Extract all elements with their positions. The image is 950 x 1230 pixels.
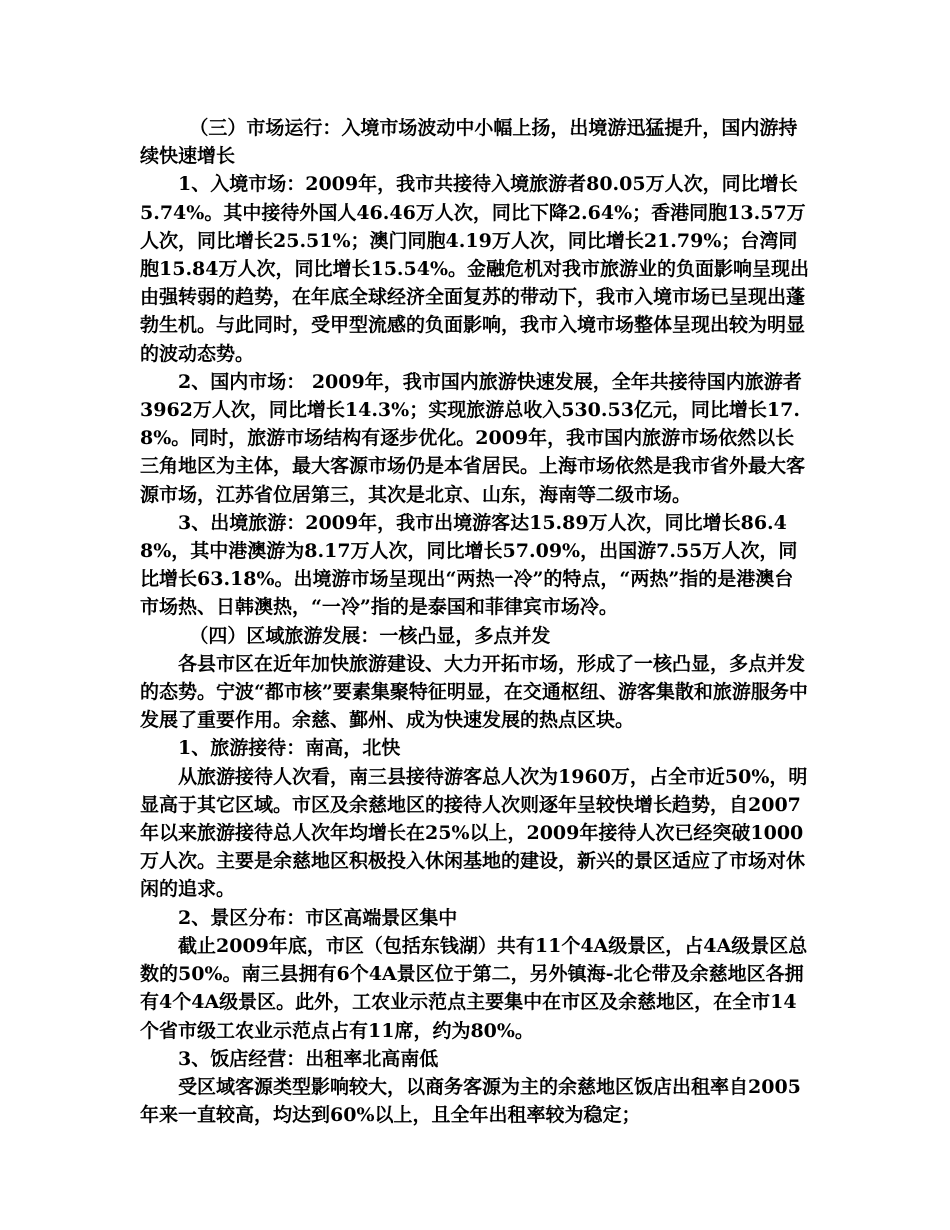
subheading-reception: 1、旅游接待：南高，北快 <box>178 737 401 760</box>
paragraph-scenic-areas: 截止2009年底，市区（包括东钱湖）共有11个4A级景区，占4A级景区总数的50%。南三县拥有6个4A景区位于第二，另外镇海-北仑带及余慈地区各拥有4个4A级景区。此外，工农业示范点主要集中在市区及余慈地区，在全市14个省市级工农业示范点占有11席，约为80%。 <box>140 934 808 1042</box>
paragraph-domestic-market: 2、国内市场： 2009年，我市国内旅游快速发展，全年共接待国内旅游者3962万人次，同比增长14.3%；实现旅游总收入530.53亿元，同比增长17.8%。同时，旅游市场结构有逐步优化。2009年，我市国内旅游市场依然以长三角地区为主体，最大客源市场仍是本省居民。上海市场依然是我市省外最大客源市场，江苏省位居第三，其次是北京、山东，海南等二级市场。 <box>140 370 806 506</box>
paragraph-outbound-travel: 3、出境旅游：2009年，我市出境游客达15.89万人次，同比增长86.48%，其中港澳游为8.17万人次，同比增长57.09%，出国游7.55万人次，同比增长63.18%。出境游市场呈现出“两热一冷”的特点，“两热”指的是港澳台市场热、日韩澳热，“一冷”指的是泰国和菲律宾市场冷。 <box>140 511 798 619</box>
paragraph-reception: 从旅游接待人次看，南三县接待游客总人次为1960万，占全市近50%，明显高于其它区域。市区及余慈地区的接待人次则逐年呈较快增长趋势，自2007年以来旅游接待总人次年均增长在25%以上，2009年接待人次已经突破1000万人次。主要是余慈地区积极投入休闲基地的建设，新兴的景区适应了市场对休闲的追求。 <box>140 765 808 901</box>
document-page <box>140 114 812 1129</box>
section-heading-regional: （四）区域旅游发展：一核凸显，多点并发 <box>189 624 551 647</box>
paragraph-hotels: 受区域客源类型影响较大，以商务客源为主的余慈地区饭店出租率自2005年来一直较高，均达到60%以上，且全年出租率较为稳定； <box>140 1075 801 1127</box>
subheading-scenic-areas: 2、景区分布：市区高端景区集中 <box>178 906 458 929</box>
subheading-hotels: 3、饭店经营：出租率北高南低 <box>178 1047 439 1070</box>
paragraph-inbound-market: 1、入境市场：2009年，我市共接待入境旅游者80.05万人次，同比增长5.74%。其中接待外国人46.46万人次，同比下降2.64%；香港同胞13.57万人次，同比增长25.51%；澳门同胞4.19万人次，同比增长21.79%；台湾同胞15.84万人次，同比增长15.54%。金融危机对我市旅游业的负面影响呈现出由强转弱的趋势，在年底全球经济全面复苏的带动下，我市入境市场已呈现出蓬勃生机。与此同时，受甲型流感的负面影响，我市入境市场整体呈现出较为明显的波动态势。 <box>140 173 810 365</box>
section-heading-market: （三）市场运行：入境市场波动中小幅上扬，出境游迅猛提升，国内游持续快速增长 <box>140 117 798 168</box>
paragraph-regional-overview: 各县市区在近年加快旅游建设、大力开拓市场，形成了一核凸显，多点并发的态势。宁波“都市核”要素集聚特征明显，在交通枢纽、游客集散和旅游服务中发展了重要作用。余慈、鄞州、成为快速发展的热点区块。 <box>140 652 808 732</box>
